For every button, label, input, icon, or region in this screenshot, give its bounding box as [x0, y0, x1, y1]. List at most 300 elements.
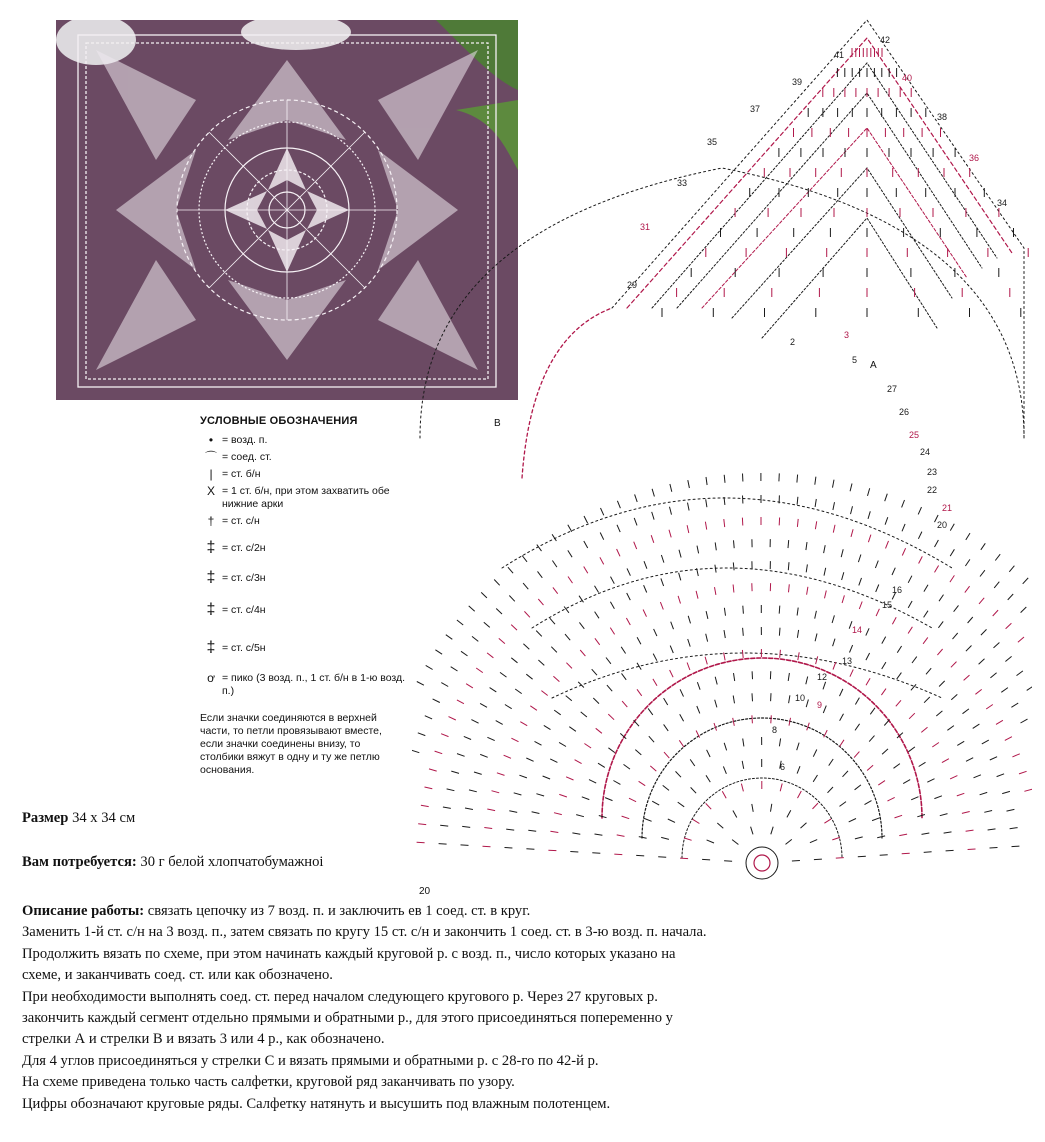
stitch-mark [515, 689, 522, 694]
row-number: 33 [677, 178, 688, 188]
stitch-mark [509, 596, 515, 602]
stitch-mark [801, 823, 807, 828]
stitch-mark [566, 696, 572, 701]
row-number: 38 [937, 112, 948, 122]
row-number: 34 [997, 198, 1008, 208]
stitch-mark [688, 616, 690, 624]
stitch-mark [926, 668, 931, 674]
stitch-mark [451, 771, 459, 773]
stitch-mark [940, 814, 948, 816]
stitch-mark [868, 488, 870, 496]
stitch-mark [780, 784, 782, 792]
crochet-diagram [412, 8, 1032, 893]
stitch-mark [950, 524, 954, 531]
stitch-mark [840, 740, 844, 747]
stitch-mark [487, 809, 495, 811]
row-number: 26 [899, 407, 910, 417]
stitch-mark [441, 734, 448, 737]
stitch-mark [979, 659, 985, 664]
stitch-mark [652, 512, 654, 520]
legend-row [200, 538, 410, 558]
row-number: 35 [707, 137, 718, 147]
stitch-mark [733, 696, 734, 704]
stitch-mark [896, 700, 901, 706]
stitch-mark [924, 585, 928, 592]
stitch-mark [614, 854, 622, 855]
stitch-mark [872, 818, 880, 821]
stitch-mark [868, 535, 871, 543]
stitch-mark [705, 657, 707, 665]
stitch-mark [592, 669, 597, 675]
stitch-mark [715, 677, 717, 685]
row-number: 5 [852, 355, 858, 365]
stitch-mark [570, 852, 578, 853]
stitch-mark [908, 627, 912, 634]
stitch-mark [492, 791, 500, 793]
stitch-mark [990, 757, 997, 760]
stitch-mark [888, 797, 895, 801]
stitch-mark [882, 662, 886, 669]
stitch-mark [706, 634, 708, 642]
stitch-mark [810, 840, 817, 843]
stitch-mark [706, 611, 708, 619]
stitch-mark [939, 681, 945, 687]
stitch-mark [550, 618, 555, 624]
stitch-mark [433, 699, 440, 703]
stitch-mark [678, 802, 685, 807]
row-number: 3 [844, 330, 850, 340]
row-number: 6 [780, 762, 786, 772]
description-line: Заменить 1-й ст. с/н на 3 возд. п., затем связать по кругу 15 ст. с/н и закончить 1 соед. ст. в 3-ю возд. п. начала. [22, 924, 707, 941]
stitch-mark [797, 766, 800, 773]
bar-icon: | [209, 467, 213, 481]
stitch-mark [850, 645, 853, 652]
stitch-mark [798, 652, 799, 660]
stitch-mark [832, 615, 834, 623]
stitch-mark [1009, 566, 1014, 572]
stitch-mark [435, 650, 442, 654]
stitch-mark [464, 736, 471, 739]
stitch-mark [418, 824, 426, 825]
stitch-mark [807, 587, 808, 595]
stitch-mark [885, 494, 888, 502]
stitch-mark [886, 541, 889, 549]
stitch-mark [451, 667, 458, 671]
legend-note: Если значки соединяются в верхней части, то петли провязывают вместе, если значки соединены внизу, то столбики вяжут в одну и ту же петлю основания. [200, 712, 382, 776]
stitch-mark [771, 827, 773, 835]
stitch-mark [635, 750, 641, 755]
stitch-mark [511, 658, 517, 663]
stitch-mark [671, 622, 674, 630]
stitch-mark [866, 653, 870, 660]
stitch-mark [617, 501, 620, 508]
legend-text: = ст. с/н [222, 515, 260, 527]
stitch-mark [435, 751, 443, 754]
stitch-mark [733, 562, 734, 570]
stitch-mark [651, 535, 654, 543]
stitch-mark [474, 772, 482, 774]
stitch-mark [679, 740, 684, 747]
legend-row [200, 638, 410, 658]
stitch-mark [565, 634, 570, 640]
stitch-mark [939, 595, 944, 602]
stitch-mark [469, 606, 475, 611]
stitch-mark [924, 611, 928, 618]
legend-row [200, 600, 410, 620]
stitch-mark [426, 665, 433, 669]
stitch-mark [626, 618, 630, 625]
row-number: 42 [880, 35, 891, 45]
stitch-mark [520, 722, 527, 726]
stitch-mark [550, 831, 558, 832]
stitch-mark [579, 622, 584, 628]
legend-text: = ст. с/3н [222, 572, 266, 584]
stitch-mark [715, 565, 716, 573]
stitch-mark [593, 698, 599, 704]
legend-row [200, 568, 410, 588]
stitch-mark [440, 825, 448, 826]
stitch-mark [1011, 703, 1018, 707]
stitch-mark [824, 819, 831, 823]
stitch-mark [582, 797, 590, 800]
stitch-mark [892, 568, 895, 575]
description-line: Продолжить вязать по схеме, при этом начинать каждый круговой р. с возд. п., число которых указано на [22, 945, 676, 962]
stitch-mark [554, 710, 561, 715]
stitch-mark [1001, 688, 1008, 693]
stitch-mark [984, 811, 992, 813]
stitch-mark [851, 506, 853, 514]
stitch-mark [706, 477, 707, 485]
stitch-mark [627, 568, 630, 575]
stitch-mark [480, 703, 487, 707]
stitch-mark [752, 693, 753, 701]
stitch-mark [572, 833, 580, 834]
stitch-mark [743, 739, 744, 747]
stitch-mark [789, 695, 790, 703]
stitch-mark [664, 724, 669, 731]
stitch-mark [652, 801, 659, 805]
stitch-mark [885, 517, 888, 525]
stitch-mark [607, 685, 612, 691]
stitch-mark [903, 780, 910, 784]
stitch-mark [421, 805, 429, 806]
stitch-mark [923, 637, 928, 643]
stitch-mark [742, 761, 744, 769]
stitch-mark [997, 774, 1005, 777]
stitch-mark [629, 798, 636, 802]
stitch-mark [511, 738, 518, 742]
stitch-mark [524, 611, 530, 617]
stitch-mark [636, 855, 644, 856]
row-number: 12 [817, 672, 828, 682]
stitch-mark [1006, 623, 1012, 629]
stitch-mark [697, 706, 700, 713]
stitch-mark [724, 630, 725, 638]
stitch-mark [496, 721, 503, 725]
stitch-mark [833, 639, 835, 647]
stitch-mark [696, 591, 698, 599]
stitch-mark [968, 617, 973, 623]
stitch-mark [680, 714, 684, 721]
stitch-mark [707, 750, 711, 757]
row-number: 40 [902, 73, 913, 83]
stitch-mark [595, 586, 599, 593]
stitch-mark [472, 636, 478, 641]
stitch-mark [894, 764, 900, 769]
stitch-mark [566, 777, 573, 780]
stitch-mark [934, 796, 942, 799]
cross-icon: X [206, 484, 215, 498]
stitch-mark [476, 668, 483, 673]
stitch-mark [688, 503, 690, 511]
stitch-mark [833, 525, 835, 533]
stitch-mark [922, 833, 930, 834]
stitch-mark [850, 484, 852, 492]
stitch-mark [994, 643, 1000, 648]
row-number: 9 [817, 700, 823, 710]
stitch-mark [980, 570, 985, 576]
stitch-mark [942, 759, 949, 763]
stitch-mark [937, 649, 942, 655]
stitch-mark [536, 794, 544, 796]
stitch-mark [859, 602, 862, 610]
legend-text: = ст. с/4н [222, 604, 266, 616]
stitch-mark [1021, 607, 1027, 613]
stitch-mark [653, 654, 657, 661]
stitch-mark [412, 750, 419, 752]
stitch-mark [584, 516, 588, 523]
stitch-mark [742, 650, 743, 658]
stitch-mark [875, 561, 878, 568]
description-line: закончить каждый сегмент отдельно прямыми и обратными р., для этого присоединяться попеременно у [22, 1010, 673, 1027]
stitch-mark [687, 525, 689, 533]
row-number: 36 [969, 153, 980, 163]
stitch-mark [462, 826, 470, 827]
stitch-mark [1012, 754, 1019, 757]
dc2-icon: ‡ [206, 539, 216, 556]
stitch-mark [840, 802, 847, 807]
stitch-mark [526, 758, 533, 761]
stitch-mark [797, 608, 798, 616]
stitch-mark [634, 542, 637, 549]
stitch-mark [538, 571, 543, 577]
stitch-mark [622, 816, 630, 819]
stitch-mark [996, 720, 1003, 724]
stitch-mark [867, 765, 873, 770]
description-line: Для 4 углов присоединяться у стрелки С и вязать прямыми и обратными р. с 28-го по 42-й р. [22, 1052, 599, 1069]
stitch-mark [877, 836, 885, 838]
stitch-mark [1002, 791, 1010, 793]
stitch-mark [908, 576, 912, 583]
row-number: 22 [927, 485, 938, 495]
legend-text: = возд. п. [222, 434, 268, 446]
stitch-mark [897, 673, 902, 680]
legend-row [200, 515, 410, 528]
description-line [22, 901, 1022, 922]
stitch-mark [868, 511, 870, 519]
stitch-mark [981, 543, 986, 550]
stitch-mark [635, 494, 638, 502]
row-number: 8 [772, 725, 778, 735]
stitch-mark [691, 787, 697, 793]
stitch-mark [652, 489, 654, 497]
stitch-mark [724, 743, 726, 751]
stitch-mark [484, 622, 490, 627]
stitch-mark [878, 781, 885, 786]
stitch-mark [865, 801, 872, 805]
row-number: 20 [937, 520, 948, 530]
stitch-mark [798, 791, 802, 798]
stitch-mark [1017, 671, 1023, 676]
stitch-mark [544, 725, 551, 729]
stitch-mark [836, 858, 844, 859]
stitch-mark [610, 602, 614, 609]
stitch-mark [559, 794, 567, 797]
stitch-mark [634, 720, 639, 726]
stitch-mark [600, 557, 604, 564]
stitch-mark [815, 499, 816, 507]
stitch-mark [752, 804, 753, 812]
stitch-mark [851, 529, 853, 537]
stitch-mark [500, 672, 507, 677]
stitch-mark [788, 673, 789, 681]
stitch-mark [743, 606, 744, 614]
stitch-mark [622, 701, 627, 707]
stitch-mark [752, 715, 753, 723]
stitch-mark [876, 609, 879, 616]
stitch-mark [876, 585, 879, 592]
stitch-mark [1005, 656, 1011, 661]
stitch-mark [457, 754, 465, 757]
stitch-mark [661, 555, 664, 563]
row-number: 41 [834, 50, 845, 60]
row-number: 23 [927, 467, 938, 477]
stitch-mark [581, 712, 587, 717]
stitch-mark [499, 638, 505, 643]
stitch-mark [1005, 737, 1012, 741]
stitch-mark [724, 475, 725, 483]
stitch-mark [995, 554, 1000, 560]
size-line [22, 808, 135, 829]
stitch-mark [697, 546, 699, 554]
stitch-mark [559, 742, 566, 746]
stitch-mark [980, 792, 988, 794]
stitch-mark [580, 650, 585, 656]
stitch-mark [610, 628, 614, 635]
stitch-mark [797, 519, 798, 527]
description-line: Цифры обозначают круговые ряды. Салфетку натянуть и высушить под влажным полотенцем. [22, 1095, 611, 1112]
stitch-mark [982, 740, 989, 744]
stitch-mark [569, 727, 576, 732]
stitch-mark [538, 599, 543, 605]
stitch-mark [935, 540, 939, 547]
stitch-mark [595, 638, 600, 645]
stitch-mark [858, 555, 861, 563]
stitch-mark [919, 556, 923, 563]
stitch-mark [465, 808, 473, 810]
stitch-mark [924, 697, 930, 703]
stitch-mark [815, 611, 817, 619]
row-number: 29 [627, 280, 638, 290]
stitch-mark [669, 530, 671, 538]
stitch-mark [449, 717, 456, 720]
row-number: 14 [852, 625, 863, 635]
stitch-mark [840, 714, 844, 721]
stitch-mark [947, 726, 954, 731]
stitch-mark [705, 522, 706, 530]
stitch-mark [824, 545, 826, 553]
stitch-mark [899, 834, 907, 836]
stitch-mark [446, 635, 453, 640]
materials-value: 30 г белой хлопчатобумажноі [140, 854, 324, 870]
stitch-mark [918, 532, 922, 539]
stitch-mark [429, 769, 437, 771]
stitch-mark [788, 562, 789, 570]
stitch-mark [979, 598, 984, 604]
stitch-mark [670, 484, 672, 492]
stitch-mark [541, 691, 547, 696]
stitch-mark [842, 572, 844, 580]
stitch-mark [833, 662, 836, 670]
stitch-mark [653, 679, 657, 686]
stitch-mark [823, 682, 826, 690]
row-number: 13 [842, 656, 853, 666]
crochet-diagram-drawing [412, 8, 1032, 893]
stitch-mark [526, 674, 532, 679]
materials-label: Вам потребуется: [22, 854, 137, 870]
stitch-mark [418, 733, 426, 736]
stitch-mark [679, 573, 681, 581]
stitch-mark [627, 593, 631, 600]
stitch-mark [813, 775, 817, 782]
stitch-mark [946, 850, 954, 851]
legend-text: = 1 ст. б/н, при этом захватить обе нижние арки [222, 485, 390, 510]
row-number: 37 [750, 104, 761, 114]
stitch-mark [589, 780, 596, 784]
stitch-mark [813, 750, 817, 757]
stitch-mark [526, 849, 534, 850]
stitch-mark [670, 670, 674, 677]
legend [200, 415, 410, 777]
stitch-mark [551, 647, 557, 653]
stitch-mark [866, 678, 870, 685]
stitch-mark [909, 747, 915, 752]
row-number: 25 [909, 430, 920, 440]
stitch-mark [688, 639, 691, 647]
stitch-mark [702, 859, 710, 860]
stitch-mark [723, 766, 726, 773]
stitch-mark [676, 771, 682, 777]
row-number: 27 [887, 384, 898, 394]
arrow-label: В [494, 418, 501, 429]
stitch-mark [497, 773, 505, 776]
stitch-mark [855, 698, 859, 705]
stitch-mark [797, 743, 799, 751]
stitch-mark [902, 548, 905, 555]
stitch-mark [481, 592, 487, 598]
stitch-mark [595, 612, 599, 619]
stitch-mark [523, 583, 528, 589]
stitch-mark [1019, 771, 1027, 774]
stitch-mark [649, 736, 654, 742]
stitch-mark [684, 838, 692, 840]
stitch-mark [880, 855, 888, 856]
stitch-mark [938, 621, 943, 627]
stitch-mark [953, 633, 958, 639]
stitch-mark [678, 596, 680, 604]
stitch-mark [457, 700, 464, 704]
description-label: Описание работы: [22, 903, 145, 919]
